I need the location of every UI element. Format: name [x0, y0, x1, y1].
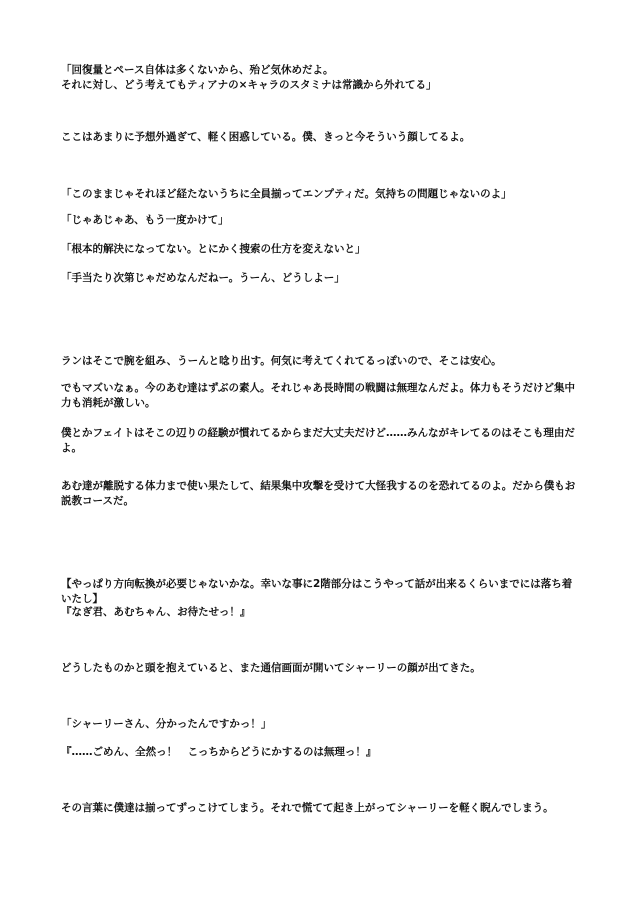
paragraph-16: その言葉に僕達は揃ってずっこけてしまう。それで慌てて起き上がってシャーリーを軽く睨んでしまう。 — [61, 802, 554, 814]
paragraph-3: 「このままじゃそれほど経たないうちに全員揃ってエンプティだ。気持ちの問題じゃないのよ」 — [61, 188, 512, 200]
paragraph-8: でもマズいなぁ。今のあむ達はずぶの素人。それじゃあ長時間の戦闘は無理なんだよ。体力もそうだけど集中力も消耗が激しい。 — [61, 382, 575, 409]
paragraph-14: 「シャーリーさん、分かったんですかっ！」 — [61, 718, 272, 730]
paragraph-1: 「回復量とペース自体は多くないから、殆ど気休めだよ。 それに対し、どう考えてもティアナの×キャラのスタミナは常識から外れてる」 — [61, 64, 437, 91]
paragraph-9: 僕とかフェイトはそこの辺りの経験が慣れてるからまだ大丈夫だけど……みんながキレてるのはそこも理由だよ。 — [61, 427, 575, 454]
paragraph-2: ここはあまりに予想外過ぎて、軽く困惑している。僕、きっと今そういう顔してるよ。 — [61, 131, 471, 143]
paragraph-7: ランはそこで腕を組み、うーんと唸り出す。何気に考えてくれてるっぽいので、そこは安心。 — [61, 355, 502, 367]
paragraph-11: 【やっぱり方向転換が必要じゃないかな。幸いな事に2階部分はこうやって話が出来るくらいまでには落ち着いたし】 — [61, 578, 573, 605]
paragraph-5: 「根本的解決になってない。とにかく捜索の仕方を変えないと」 — [61, 243, 366, 255]
paragraph-12: 『なぎ君、あむちゃん、お待たせっ！』 — [61, 606, 251, 618]
paragraph-15: 『……ごめん、全然っ！ こっちからどうにかするのは無理っ！』 — [61, 746, 377, 758]
paragraph-10: あむ達が離脱する体力まで使い果たして、結果集中攻撃を受けて大怪我するのを恐れてるのよ。だから僕もお説教コースだ。 — [61, 480, 576, 507]
paragraph-13: どうしたものかと頭を抱えていると、また通信画面が開いてシャーリーの顔が出てきた。 — [61, 662, 481, 674]
paragraph-4: 「じゃあじゃあ、もう一度かけて」 — [61, 214, 229, 226]
paragraph-6: 「手当たり次第じゃだめなんだねー。うーん、どうしよー」 — [61, 272, 345, 284]
